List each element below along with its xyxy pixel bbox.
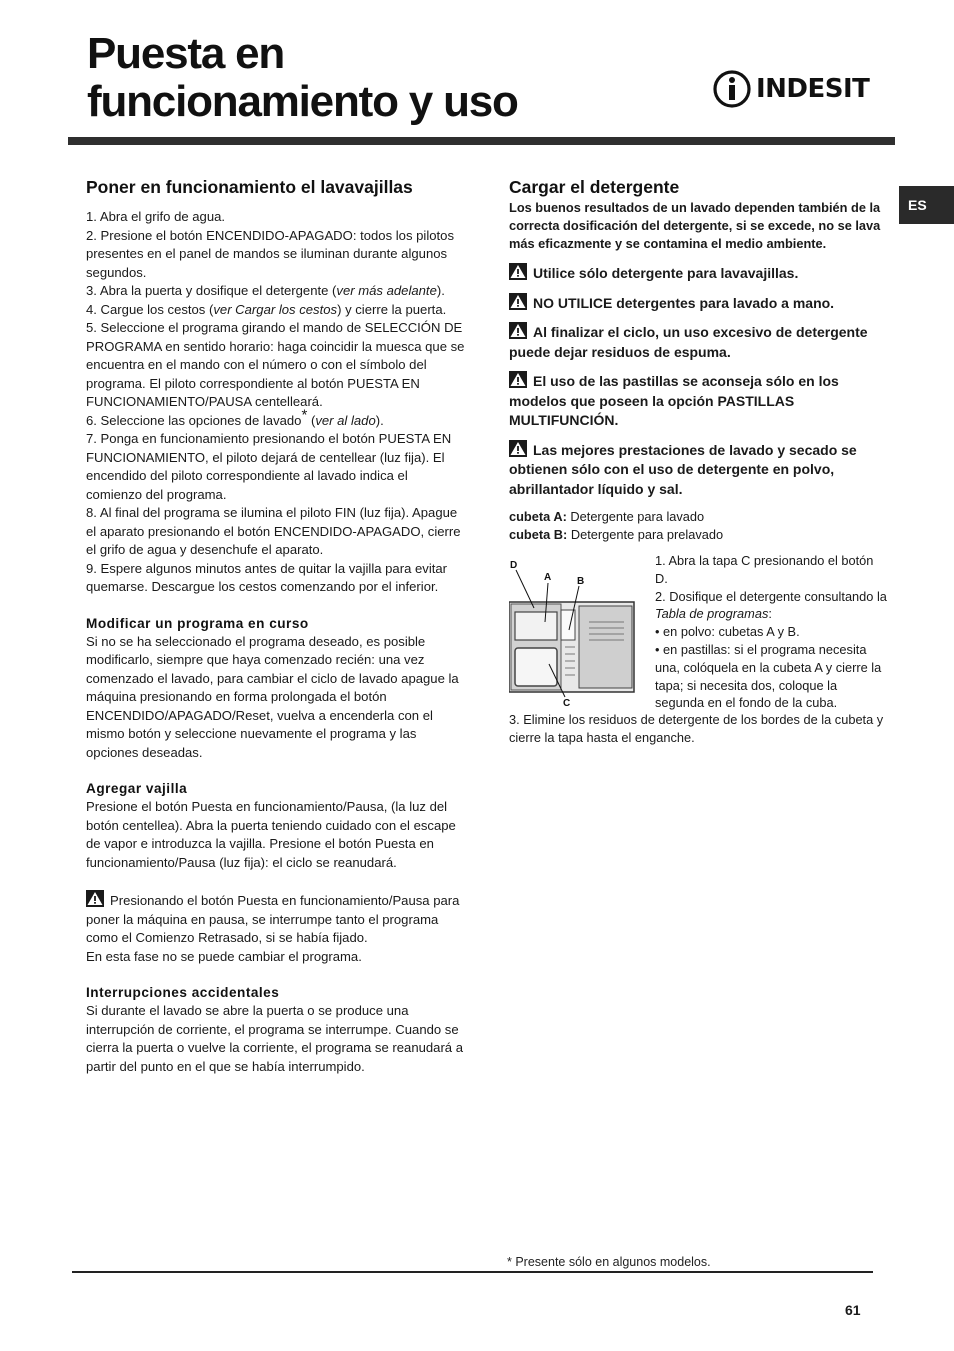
diagram-label-b: B	[577, 576, 585, 587]
step-6: 6. Seleccione las opciones de lavado* (ver al lado).	[86, 406, 384, 428]
footnote: * Presente sólo en algunos modelos.	[507, 1255, 711, 1269]
warning-icon	[86, 890, 104, 907]
subheading-interrupt: Interrupciones accidentales	[86, 985, 280, 1000]
footnote-marker: *	[301, 406, 308, 424]
step-8: 8. Al final del programa se ilumina el piloto FIN (luz fija). Apague el aparato presionando el botón ENCENDIDO-APAGADO, cierre el grifo de agua y desenchufe el aparato.	[86, 505, 461, 557]
modify-text: Si no se ha seleccionado el programa deseado, es posible modificarlo, siempre que haya comenzado recién: una vez comenzado el lavado, para cambiar el ciclo de lavado apague la máquina presionando en forma prolongada el botón ENCENDIDO/APAGADO/Reset, vuelva a encenderla con el mismo botón y seleccione nuevamente el programa y las opciones deseadas.	[86, 633, 459, 760]
section-heading-start: Poner en funcionamiento el lavavajillas	[86, 177, 413, 197]
warning-1: Utilice sólo detergente para lavavajillas.	[509, 263, 887, 284]
diagram-label-c: C	[563, 698, 571, 709]
step-4-ref: ver Cargar los cestos	[213, 301, 338, 317]
dispenser-diagram	[509, 552, 644, 712]
brand-logo	[712, 69, 869, 109]
brand-i-icon	[712, 69, 752, 109]
page-title	[87, 30, 518, 126]
warning-icon	[509, 293, 527, 310]
dispenser-bullet-tablets: • en pastillas: si el programa necesita una, colóquela en la cubeta A y cierre la tapa; si necesita dos, coloque la segunda en el fondo de la cuba.	[655, 641, 882, 711]
step-1: 1. Abra el grifo de agua.	[86, 209, 226, 224]
language-tab: ES	[899, 186, 954, 224]
step-3-ref: ver más adelante	[336, 283, 437, 298]
add-text: Presione el botón Puesta en funcionamiento/Pausa, (la luz del botón centellea). Abra la puerta teniendo cuidado con el escape de vapor e introduzca la vajilla. Presione el botón Puesta en funcionamiento/Pausa (luz fija): el ciclo se reanudará.	[86, 799, 456, 870]
step-3: 3. Abra la puerta y dosifique el detergente (ver más adelante).	[86, 283, 445, 298]
detergent-intro: Los buenos resultados de un lavado dependen también de la correcta dosificación del detergente, si se excede, no se lava más eficazmente y se contamina el medio ambiente.	[509, 200, 881, 251]
diagram-label-d: D	[510, 560, 518, 571]
warning-icon	[509, 263, 527, 280]
diagram-label-a: A	[544, 572, 552, 583]
dispenser-step-1: 1. Abra la tapa C presionando el botón D.	[655, 553, 874, 586]
section-heading-detergent: Cargar el detergente	[509, 177, 680, 197]
dispenser-step-2: 2. Dosifique el detergente consultando la Tabla de programas:	[655, 588, 887, 622]
cubeta-a: cubeta A: Detergente para lavado	[509, 509, 705, 524]
brand-wordmark: INDESIT	[756, 74, 870, 104]
step-6-ref: ver al lado	[315, 412, 376, 428]
right-column	[509, 176, 887, 747]
warning-icon	[509, 322, 527, 339]
warning-3: Al finalizar el ciclo, un uso excesivo de detergente puede dejar residuos de espuma.	[509, 324, 868, 360]
warning-5: Las mejores prestaciones de lavado y secado se obtienen sólo con el uso de detergente en polvo, abrillantador líquido y sal.	[509, 441, 857, 497]
header-divider	[68, 137, 895, 145]
step-4: 4. Cargue los cestos (ver Cargar los cestos) y cierre la puerta.	[86, 301, 447, 317]
step-9: 9. Espere algunos minutos antes de quitar la vajilla para evitar quemarse. Descargue los cestos comenzando por el inferior.	[86, 560, 448, 594]
cubeta-b: cubeta B: Detergente para prelavado	[509, 527, 724, 542]
step-2: 2. Presione el botón ENCENDIDO-APAGADO: todos los pilotos presentes en el panel de mandos se iluminan durante algunos segundos.	[86, 227, 454, 280]
warning-icon	[509, 371, 527, 388]
page-title-line2: funcionamiento y uso	[87, 77, 518, 126]
pause-warning: Presionando el botón Puesta en funcionamiento/Pausa para poner la máquina en pausa, se interrumpe tanto el programa como el Comienzo Retrasado, si se había fijado.	[86, 890, 466, 948]
interrupt-text: Si durante el lavado se abre la puerta o se produce una interrupción de corriente, el programa se interrumpe. Cuando se cierra la puerta o vuelve la corriente, el programa se reanudará a partir del punto en el que se había interrumpido.	[86, 1003, 464, 1074]
step-7: 7. Ponga en funcionamiento presionando el botón PUESTA EN FUNCIONAMIENTO, el piloto dejará de centellear (luz fija). El encendido del piloto correspondiente al lavado indica el comienzo del programa.	[86, 431, 452, 502]
warning-2: NO UTILICE detergentes para lavado a mano.	[509, 293, 887, 314]
page-title-line1: Puesta en	[87, 29, 285, 78]
step-5: 5. Seleccione el programa girando el mando de SELECCIÓN DE PROGRAMA en sentido horario: haga coincidir la muesca que se encuentra en el mando con el número o con el símbolo del programa. El piloto correspondiente al botón PUESTA EN FUNCIONAMIENTO/PAUSA centelleará.	[86, 320, 465, 409]
pause-warning-note: En esta fase no se puede cambiar el programa.	[86, 948, 362, 964]
dispenser-bullet-powder: • en polvo: cubetas A y B.	[655, 624, 800, 640]
subheading-add: Agregar vajilla	[86, 781, 188, 796]
page-number: 61	[845, 1302, 861, 1318]
left-column	[86, 176, 466, 1076]
dispenser-step-3: 3. Elimine los residuos de detergente de los bordes de la cubeta y cierre la tapa hasta el enganche.	[509, 712, 884, 745]
warning-icon	[509, 440, 527, 457]
warning-4: El uso de las pastillas se aconseja sólo en los modelos que poseen la opción PASTILLAS MULTIFUNCIÓN.	[509, 373, 839, 428]
subheading-modify: Modificar un programa en curso	[86, 615, 309, 631]
footer-divider	[72, 1271, 873, 1273]
